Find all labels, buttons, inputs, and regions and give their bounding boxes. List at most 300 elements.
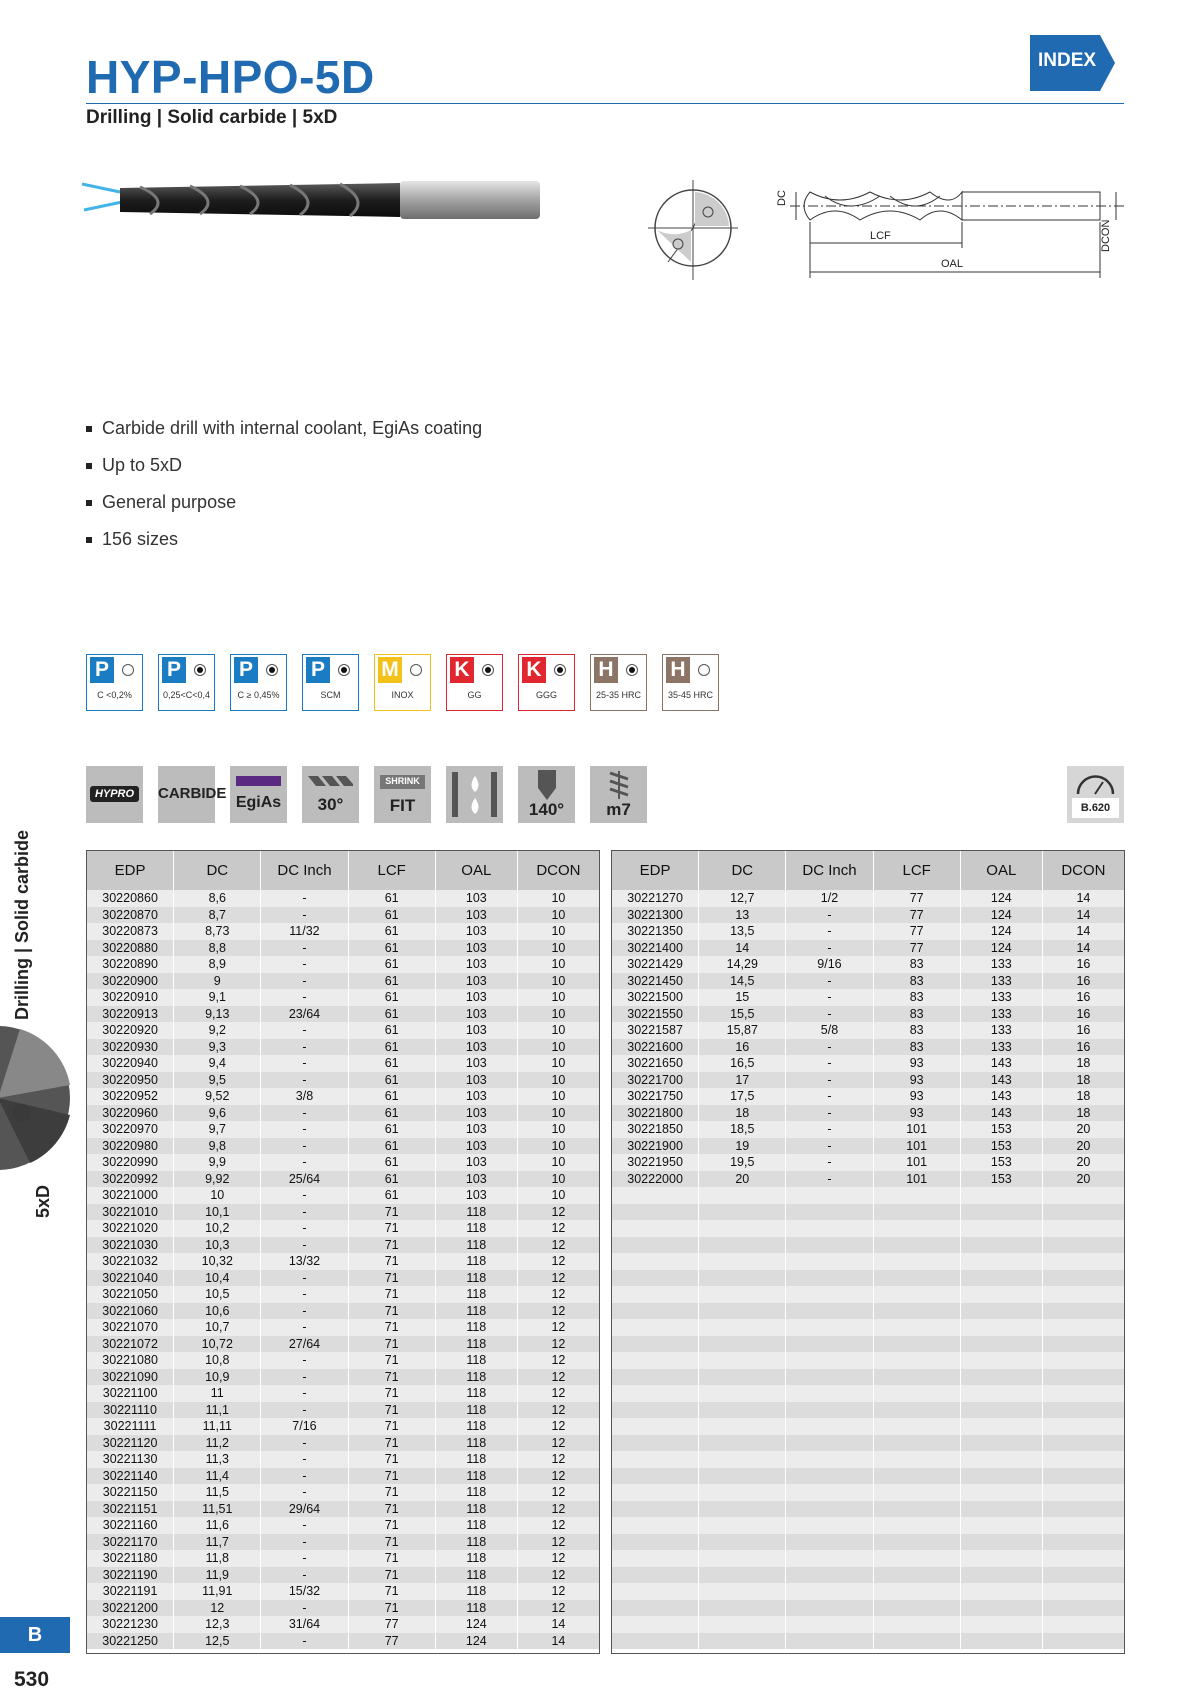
table-row — [87, 907, 599, 924]
table-cell: 9/16 — [786, 956, 873, 973]
table-cell — [612, 1550, 699, 1567]
table-cell: 61 — [348, 1088, 435, 1105]
table-cell: 10,2 — [174, 1220, 261, 1237]
material-label: GGG — [535, 690, 557, 700]
table-cell — [786, 1550, 873, 1567]
table-cell: 71 — [348, 1319, 435, 1336]
table-cell: - — [786, 1072, 873, 1089]
table-cell — [1042, 1550, 1124, 1567]
table-cell — [699, 1220, 786, 1237]
section-tab[interactable]: B — [0, 1617, 70, 1653]
table-cell: 30221020 — [87, 1220, 174, 1237]
table-row — [87, 1121, 599, 1138]
table-row — [87, 923, 599, 940]
table-cell: 16 — [1042, 1006, 1124, 1023]
table-row — [87, 1270, 599, 1287]
table-cell — [1042, 1501, 1124, 1518]
page-subtitle: Drilling | Solid carbide | 5xD — [86, 107, 338, 128]
table-row — [87, 1501, 599, 1518]
table-cell: 10 — [517, 973, 599, 990]
table-cell — [960, 1220, 1042, 1237]
table-cell: 10 — [517, 940, 599, 957]
table-row — [87, 1154, 599, 1171]
table-row — [612, 1583, 1124, 1600]
table-cell: 10,72 — [174, 1336, 261, 1353]
table-row — [612, 1435, 1124, 1452]
table-cell: 30221160 — [87, 1517, 174, 1534]
table-cell — [786, 1583, 873, 1600]
table-cell — [960, 1550, 1042, 1567]
table-cell: - — [261, 1303, 348, 1320]
dcon-label: DCON — [1100, 219, 1112, 252]
table-cell: 12 — [517, 1534, 599, 1551]
table-cell — [960, 1468, 1042, 1485]
column-header: DCON — [1042, 851, 1124, 890]
table-cell: 12 — [517, 1204, 599, 1221]
table-cell: 10 — [517, 1055, 599, 1072]
table-cell: 10 — [517, 1039, 599, 1056]
table-cell — [612, 1517, 699, 1534]
table-row — [612, 1006, 1124, 1023]
table-row — [87, 1468, 599, 1485]
table-cell: 143 — [960, 1088, 1042, 1105]
column-header: OAL — [960, 851, 1042, 890]
table-row — [87, 1171, 599, 1188]
table-cell: 30220873 — [87, 923, 174, 940]
table-cell — [612, 1600, 699, 1617]
table-row — [87, 1550, 599, 1567]
table-cell — [786, 1616, 873, 1633]
table-cell: 18 — [1042, 1055, 1124, 1072]
table-cell — [873, 1369, 960, 1386]
column-header: DC — [699, 851, 786, 890]
table-cell — [1042, 1270, 1124, 1287]
table-cell — [699, 1616, 786, 1633]
table-cell: 8,9 — [174, 956, 261, 973]
table-cell: 10 — [517, 1006, 599, 1023]
table-cell: 10 — [517, 1072, 599, 1089]
table-cell: 12 — [517, 1270, 599, 1287]
table-cell: 11/32 — [261, 923, 348, 940]
table-cell: 133 — [960, 1039, 1042, 1056]
table-cell — [873, 1385, 960, 1402]
material-letter: P — [90, 657, 114, 683]
table-cell — [612, 1303, 699, 1320]
table-row — [87, 1451, 599, 1468]
table-cell: 71 — [348, 1600, 435, 1617]
table-row — [612, 1171, 1124, 1188]
column-header: DC Inch — [786, 851, 873, 890]
material-label: GG — [467, 690, 482, 700]
table-cell — [612, 1352, 699, 1369]
table-row — [612, 1517, 1124, 1534]
table-cell: 20 — [1042, 1121, 1124, 1138]
column-header: LCF — [873, 851, 960, 890]
table-cell — [873, 1286, 960, 1303]
table-cell: 133 — [960, 1022, 1042, 1039]
table-cell — [612, 1583, 699, 1600]
table-cell — [699, 1369, 786, 1386]
table-cell: 14 — [1042, 890, 1124, 907]
table-cell: 93 — [873, 1055, 960, 1072]
table-cell: 30221900 — [612, 1138, 699, 1155]
table-cell — [612, 1385, 699, 1402]
table-cell: 9,8 — [174, 1138, 261, 1155]
table-cell: 20 — [1042, 1154, 1124, 1171]
table-cell: 61 — [348, 1006, 435, 1023]
table-cell — [612, 1286, 699, 1303]
table-cell: 8,73 — [174, 923, 261, 940]
table-cell: 1/2 — [786, 890, 873, 907]
table-cell — [960, 1435, 1042, 1452]
table-cell — [699, 1270, 786, 1287]
table-cell: 83 — [873, 1039, 960, 1056]
table-cell: 16 — [1042, 973, 1124, 990]
table-cell: 61 — [348, 989, 435, 1006]
table-cell: 103 — [435, 923, 517, 940]
table-cell: 10 — [517, 1187, 599, 1204]
table-cell: 11,91 — [174, 1583, 261, 1600]
table-cell — [786, 1319, 873, 1336]
table-cell: 10,3 — [174, 1237, 261, 1254]
table-row — [87, 1633, 599, 1650]
table-cell: - — [786, 973, 873, 990]
table-cell: 30221180 — [87, 1550, 174, 1567]
cutting-data-reference[interactable]: B.620 — [1067, 766, 1124, 823]
table-cell — [612, 1484, 699, 1501]
feature-list — [86, 410, 482, 558]
gauge-icon — [1075, 770, 1116, 798]
table-cell — [699, 1534, 786, 1551]
table-cell — [1042, 1583, 1124, 1600]
table-cell: 18 — [1042, 1105, 1124, 1122]
table-cell: 11,4 — [174, 1468, 261, 1485]
table-cell: 71 — [348, 1484, 435, 1501]
table-cell: 71 — [348, 1204, 435, 1221]
table-cell — [873, 1633, 960, 1650]
drill-tip-cross-section — [648, 180, 738, 280]
table-cell: 71 — [348, 1336, 435, 1353]
table-cell — [786, 1187, 873, 1204]
column-header: LCF — [348, 851, 435, 890]
table-cell: - — [261, 1220, 348, 1237]
material-letter: P — [306, 657, 330, 683]
table-cell — [786, 1567, 873, 1584]
material-box — [302, 654, 359, 711]
table-cell — [612, 1187, 699, 1204]
table-cell — [1042, 1319, 1124, 1336]
table-row — [87, 1369, 599, 1386]
table-cell: 30220970 — [87, 1121, 174, 1138]
table-cell: 118 — [435, 1369, 517, 1386]
table-cell: 30221032 — [87, 1253, 174, 1270]
table-cell: 27/64 — [261, 1336, 348, 1353]
table-cell — [786, 1352, 873, 1369]
table-cell: 30221230 — [87, 1616, 174, 1633]
table-cell: 61 — [348, 1187, 435, 1204]
table-cell: 61 — [348, 956, 435, 973]
table-cell — [960, 1567, 1042, 1584]
table-cell: 71 — [348, 1468, 435, 1485]
table-cell — [786, 1336, 873, 1353]
table-cell: 30221270 — [612, 890, 699, 907]
table-cell: - — [786, 940, 873, 957]
table-cell: 124 — [960, 940, 1042, 957]
table-cell: 11,1 — [174, 1402, 261, 1419]
table-cell — [873, 1418, 960, 1435]
table-row — [87, 1088, 599, 1105]
table-cell: 61 — [348, 907, 435, 924]
table-cell: - — [261, 1567, 348, 1584]
table-cell — [612, 1237, 699, 1254]
table-cell: 12 — [517, 1385, 599, 1402]
table-cell: 11,5 — [174, 1484, 261, 1501]
table-cell — [873, 1600, 960, 1617]
suitability-circle-icon — [554, 664, 566, 676]
table-cell: 61 — [348, 923, 435, 940]
table-row — [87, 1105, 599, 1122]
table-row — [612, 1039, 1124, 1056]
table-cell: 30221130 — [87, 1451, 174, 1468]
table-cell: 118 — [435, 1468, 517, 1485]
table-cell: 118 — [435, 1435, 517, 1452]
table-cell: - — [786, 1138, 873, 1155]
table-cell — [612, 1616, 699, 1633]
table-cell: 15/32 — [261, 1583, 348, 1600]
table-cell: 30221600 — [612, 1039, 699, 1056]
table-cell — [1042, 1435, 1124, 1452]
section-decoration — [0, 1025, 74, 1171]
table-cell: 61 — [348, 973, 435, 990]
table-cell — [960, 1517, 1042, 1534]
table-cell: 10 — [517, 1088, 599, 1105]
table-cell — [873, 1253, 960, 1270]
table-cell: 12 — [517, 1418, 599, 1435]
table-cell: 101 — [873, 1121, 960, 1138]
table-cell — [960, 1501, 1042, 1518]
table-cell: - — [261, 1468, 348, 1485]
table-cell: 118 — [435, 1567, 517, 1584]
table-cell — [699, 1385, 786, 1402]
table-cell — [612, 1369, 699, 1386]
material-label: INOX — [391, 690, 414, 700]
table-cell: 30221191 — [87, 1583, 174, 1600]
table-cell — [699, 1583, 786, 1600]
table-cell: 9,4 — [174, 1055, 261, 1072]
table-cell — [699, 1600, 786, 1617]
table-cell: 10,1 — [174, 1204, 261, 1221]
table-cell: 12,5 — [174, 1633, 261, 1650]
table-cell: 12 — [517, 1435, 599, 1452]
table-cell: 30221030 — [87, 1237, 174, 1254]
table-cell: 103 — [435, 907, 517, 924]
table-cell — [960, 1369, 1042, 1386]
table-cell: 143 — [960, 1072, 1042, 1089]
table-cell: 10 — [174, 1187, 261, 1204]
table-cell: - — [261, 1072, 348, 1089]
table-cell: 118 — [435, 1534, 517, 1551]
table-cell — [612, 1270, 699, 1287]
list-item: General purpose — [86, 484, 482, 521]
table-cell: 30220992 — [87, 1171, 174, 1188]
table-cell: 30221800 — [612, 1105, 699, 1122]
table-cell — [960, 1600, 1042, 1617]
table-cell: 103 — [435, 989, 517, 1006]
table-cell: 25/64 — [261, 1171, 348, 1188]
table-cell — [1042, 1517, 1124, 1534]
table-cell — [873, 1484, 960, 1501]
table-cell: 18 — [699, 1105, 786, 1122]
table-cell — [960, 1187, 1042, 1204]
egias-coating-icon: EgiAs — [230, 766, 287, 823]
table-cell: 61 — [348, 1072, 435, 1089]
table-cell: 12 — [517, 1220, 599, 1237]
table-cell — [960, 1352, 1042, 1369]
table-cell: 30221250 — [87, 1633, 174, 1650]
material-letter: H — [594, 657, 618, 683]
table-row — [87, 1204, 599, 1221]
table-cell: - — [261, 1204, 348, 1221]
table-cell: 23/64 — [261, 1006, 348, 1023]
table-cell — [1042, 1600, 1124, 1617]
table-cell: 10 — [517, 956, 599, 973]
table-cell — [960, 1484, 1042, 1501]
table-cell: 12 — [517, 1451, 599, 1468]
table-cell: 10 — [517, 1154, 599, 1171]
table-cell: 10 — [517, 1105, 599, 1122]
drill-image — [80, 170, 560, 230]
table-row — [612, 1385, 1124, 1402]
table-cell: 153 — [960, 1171, 1042, 1188]
table-cell: - — [261, 1402, 348, 1419]
table-cell — [786, 1385, 873, 1402]
table-cell: 10 — [517, 1171, 599, 1188]
table-cell: 30220900 — [87, 973, 174, 990]
table-cell — [1042, 1336, 1124, 1353]
material-box — [518, 654, 575, 711]
table-cell: - — [786, 1105, 873, 1122]
table-cell — [960, 1286, 1042, 1303]
table-cell: 71 — [348, 1517, 435, 1534]
table-cell: 30221100 — [87, 1385, 174, 1402]
table-row — [612, 1270, 1124, 1287]
table-cell: 18,5 — [699, 1121, 786, 1138]
table-cell — [612, 1336, 699, 1353]
table-cell — [699, 1517, 786, 1534]
table-cell — [786, 1204, 873, 1221]
table-cell: 118 — [435, 1253, 517, 1270]
table-cell: 13,5 — [699, 923, 786, 940]
table-cell: 7/16 — [261, 1418, 348, 1435]
table-cell: 30221170 — [87, 1534, 174, 1551]
table-cell — [960, 1418, 1042, 1435]
table-cell: 12 — [517, 1303, 599, 1320]
product-table-right — [611, 850, 1125, 1654]
table-cell — [1042, 1352, 1124, 1369]
suitability-circle-icon — [626, 664, 638, 676]
material-box — [230, 654, 287, 711]
table-row — [612, 1451, 1124, 1468]
table-cell: 30221090 — [87, 1369, 174, 1386]
table-row — [87, 1022, 599, 1039]
table-cell: - — [261, 1451, 348, 1468]
table-cell — [1042, 1220, 1124, 1237]
table-cell: 13/32 — [261, 1253, 348, 1270]
table-cell: 30220890 — [87, 956, 174, 973]
table-cell: 101 — [873, 1154, 960, 1171]
table-row — [87, 1583, 599, 1600]
table-cell: - — [786, 989, 873, 1006]
table-cell: 30221190 — [87, 1567, 174, 1584]
table-cell: 118 — [435, 1220, 517, 1237]
table-cell: 118 — [435, 1501, 517, 1518]
table-cell — [786, 1303, 873, 1320]
table-cell: 71 — [348, 1220, 435, 1237]
table-row — [87, 1600, 599, 1617]
table-cell: 153 — [960, 1154, 1042, 1171]
table-cell: 5/8 — [786, 1022, 873, 1039]
lcf-label: LCF — [870, 230, 891, 242]
table-row — [612, 890, 1124, 907]
table-cell: 10,5 — [174, 1286, 261, 1303]
table-row — [87, 890, 599, 907]
table-cell: 16 — [1042, 1022, 1124, 1039]
index-button[interactable] — [1030, 35, 1115, 91]
table-cell — [699, 1468, 786, 1485]
table-cell: 9,92 — [174, 1171, 261, 1188]
table-cell: 12,7 — [699, 890, 786, 907]
table-cell: 20 — [699, 1171, 786, 1188]
table-cell — [1042, 1237, 1124, 1254]
table-cell: 12 — [174, 1600, 261, 1617]
table-cell: 103 — [435, 890, 517, 907]
table-cell: 153 — [960, 1138, 1042, 1155]
index-label: INDEX — [1038, 50, 1097, 71]
table-cell: - — [261, 1484, 348, 1501]
table-cell: 103 — [435, 956, 517, 973]
table-cell: 61 — [348, 1105, 435, 1122]
table-cell — [1042, 1303, 1124, 1320]
table-cell: 18 — [1042, 1072, 1124, 1089]
table-cell: 30221070 — [87, 1319, 174, 1336]
table-cell: 30221550 — [612, 1006, 699, 1023]
table-row — [87, 1484, 599, 1501]
table-cell — [699, 1633, 786, 1650]
page-title: HYP-HPO-5D — [86, 51, 375, 103]
material-box — [86, 654, 143, 711]
table-cell: - — [261, 1121, 348, 1138]
table-cell — [960, 1319, 1042, 1336]
table-cell: 12 — [517, 1336, 599, 1353]
table-cell: 61 — [348, 890, 435, 907]
table-row — [612, 1154, 1124, 1171]
table-cell: 30221587 — [612, 1022, 699, 1039]
table-cell: 16 — [1042, 1039, 1124, 1056]
table-cell: 14 — [517, 1633, 599, 1650]
table-cell: 10,6 — [174, 1303, 261, 1320]
table-row — [612, 907, 1124, 924]
table-cell: 17 — [699, 1072, 786, 1089]
table-cell — [873, 1534, 960, 1551]
table-cell: 14 — [699, 940, 786, 957]
table-row — [612, 1022, 1124, 1039]
table-row — [87, 1253, 599, 1270]
material-letter: H — [666, 657, 690, 683]
table-cell: 30221151 — [87, 1501, 174, 1518]
table-row — [612, 1484, 1124, 1501]
table-cell — [699, 1418, 786, 1435]
table-cell — [786, 1501, 873, 1518]
